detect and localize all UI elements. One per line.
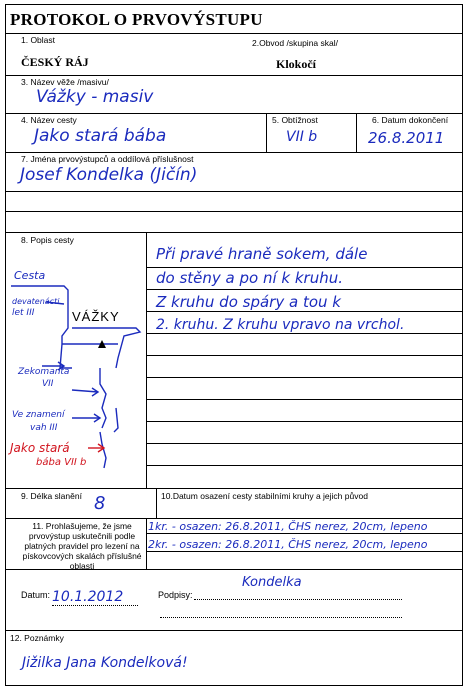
sketch-devatenacti: devatenácti bbox=[12, 297, 60, 306]
divider bbox=[146, 533, 462, 534]
divider bbox=[6, 75, 462, 76]
divider bbox=[156, 488, 157, 518]
datum-dokonceni-label: 6. Datum dokončení bbox=[372, 115, 449, 125]
datum-value: 10.1.2012 bbox=[52, 589, 124, 605]
datum-label: Datum: bbox=[21, 590, 51, 600]
obtiznost-value: VII b bbox=[286, 129, 318, 145]
oblast-label: 1. Oblast bbox=[21, 35, 56, 45]
cesta-label: 4. Název cesty bbox=[21, 115, 77, 125]
slaneni-label: 9. Délka slanění bbox=[21, 491, 82, 501]
poznamky-value: Jižilka Jana Kondelková! bbox=[22, 655, 188, 671]
osazeni-line-2: 2kr. - osazen: 26.8.2011, ČHS nerez, 20cm, lepeno bbox=[148, 538, 428, 551]
datum-dokonceni-value: 26.8.2011 bbox=[368, 129, 445, 147]
rock-outline bbox=[114, 408, 118, 432]
sketch-zekomanta: Zekomanta bbox=[18, 367, 70, 377]
ruled-line bbox=[146, 311, 462, 312]
divider bbox=[266, 113, 267, 152]
podpisy-label: Podpisy: bbox=[158, 590, 193, 600]
sketch-ve-znameni: Ve znamení bbox=[12, 410, 65, 420]
podpis-dotline bbox=[194, 599, 402, 600]
ruled-line bbox=[146, 399, 462, 400]
divider bbox=[146, 518, 147, 569]
popis-line: do stěny a po ní k kruhu. bbox=[156, 269, 344, 287]
oblast-value: ČESKÝ RÁJ bbox=[21, 55, 89, 69]
sketch-zekomanta-grade: VII bbox=[42, 379, 54, 389]
obvod-label: 2.Obvod /skupina skal/ bbox=[252, 38, 338, 48]
ruled-line bbox=[146, 333, 462, 334]
divider bbox=[6, 211, 462, 212]
datum-dotline bbox=[52, 605, 138, 606]
divider bbox=[6, 113, 462, 114]
sketch-baba: bába VII b bbox=[36, 457, 87, 468]
form-title: PROTOKOL O PRVOVÝSTUPU bbox=[10, 10, 263, 29]
popis-line: 2. kruhu. Z kruhu vpravo na vrchol. bbox=[156, 317, 405, 333]
divider bbox=[6, 33, 462, 34]
popis-line: Z kruhu do spáry a tou k bbox=[156, 293, 341, 311]
divider bbox=[6, 488, 462, 489]
osazeni-label: 10.Datum osazení cesty stabilními kruhy a jejich původ bbox=[161, 491, 368, 501]
ruled-line bbox=[146, 465, 462, 466]
divider bbox=[6, 630, 462, 631]
divider bbox=[146, 232, 147, 488]
cesta-value: Jako stará bába bbox=[34, 126, 167, 146]
vez-label: 3. Název věže /masivu/ bbox=[21, 77, 109, 87]
sketch-cesta: Cesta bbox=[14, 269, 46, 282]
rock-outline bbox=[100, 368, 106, 428]
popis-line: Při pravé hraně sokem, dále bbox=[156, 245, 368, 263]
ruled-line bbox=[146, 355, 462, 356]
ruled-line bbox=[146, 289, 462, 290]
vez-value: Vážky - masiv bbox=[36, 87, 154, 107]
popis-label: 8. Popis cesty bbox=[21, 235, 74, 245]
divider bbox=[146, 551, 462, 552]
jmena-label: 7. Jména prvovýstupců a oddílová příslušnost bbox=[21, 154, 194, 164]
prohlaseni-label: 11. Prohlašujeme, že jsme prvovýstup uskutečnili podle platných pravidel pro lezení na pískovcových skalách příslušné oblasti bbox=[22, 521, 142, 571]
poznamky-label: 12. Poznámky bbox=[10, 633, 64, 643]
ruled-line bbox=[146, 443, 462, 444]
podpis-dotline bbox=[160, 617, 402, 618]
divider bbox=[6, 191, 462, 192]
ruled-line bbox=[146, 377, 462, 378]
sketch-let: let III bbox=[12, 308, 35, 318]
ruled-line bbox=[146, 421, 462, 422]
sketch-jako-stara: Jako stará bbox=[10, 441, 70, 455]
obtiznost-label: 5. Obtížnost bbox=[272, 115, 318, 125]
slaneni-value: 8 bbox=[94, 493, 106, 514]
divider bbox=[356, 113, 357, 152]
podpis-signature: Kondelka bbox=[242, 575, 302, 590]
arrow-line bbox=[72, 390, 98, 392]
sketch-vah: vah III bbox=[30, 423, 58, 433]
divider bbox=[6, 152, 462, 153]
jmena-value: Josef Kondelka (Jičín) bbox=[20, 165, 198, 185]
obvod-value: Klokočí bbox=[276, 57, 317, 71]
ruled-line bbox=[146, 267, 462, 268]
osazeni-line-1: 1kr. - osazen: 26.8.2011, ČHS nerez, 20cm, lepeno bbox=[148, 520, 428, 533]
sketch-vazky: VÁŽKY bbox=[72, 309, 120, 324]
divider bbox=[6, 518, 462, 519]
protocol-form bbox=[5, 4, 463, 686]
